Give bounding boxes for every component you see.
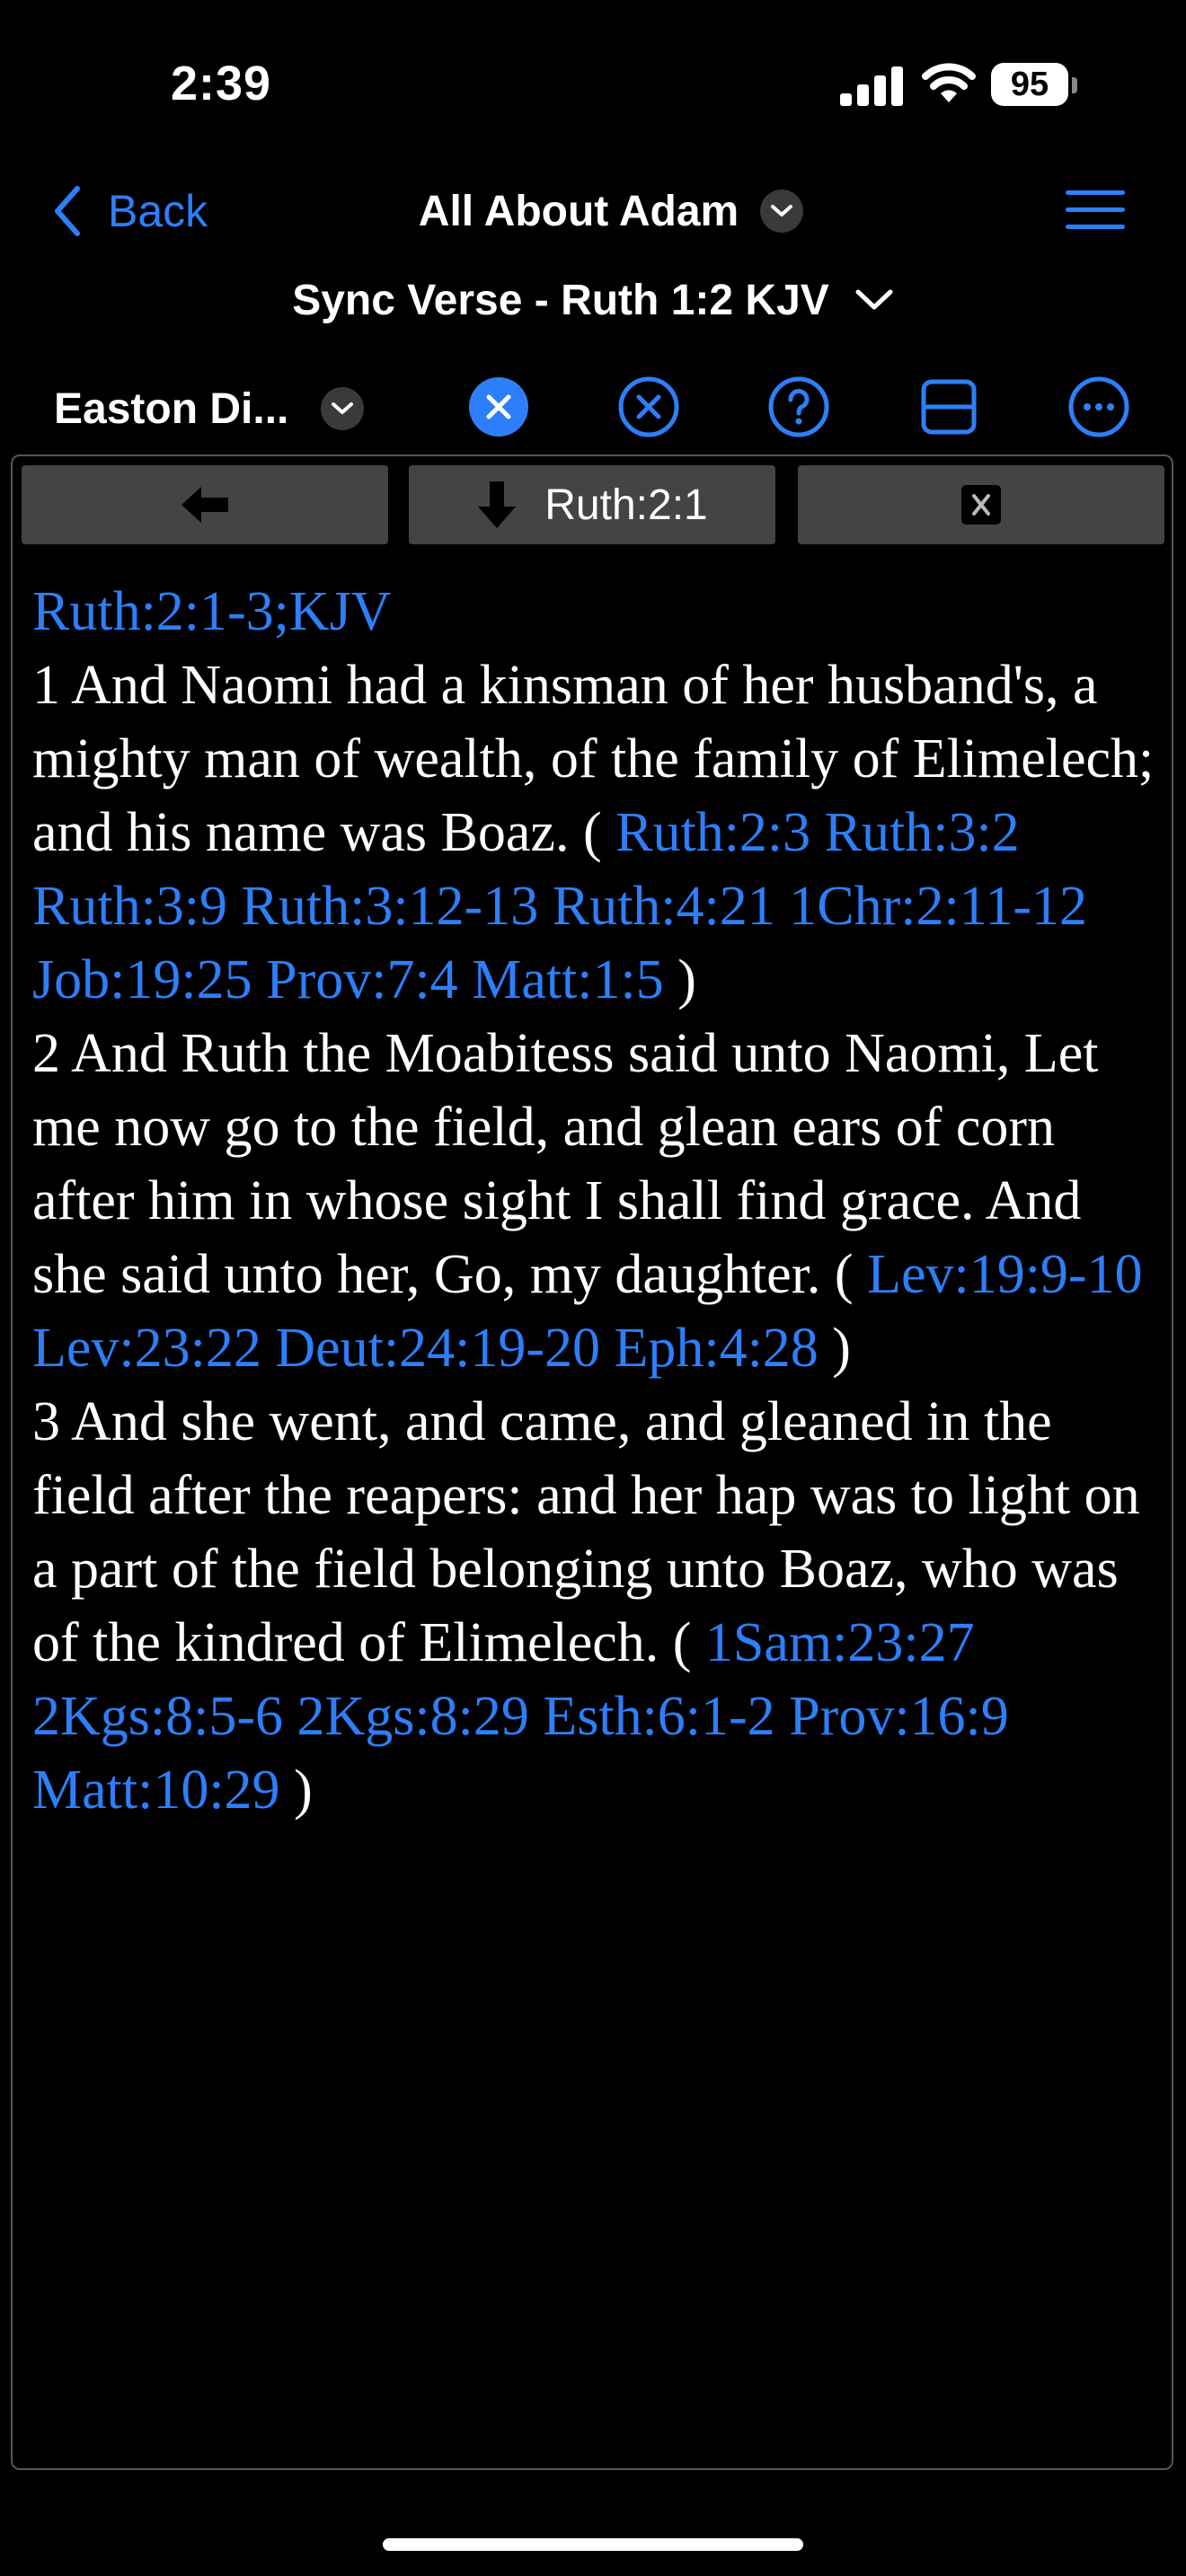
cross-reference-link[interactable]: Ruth:3:9 [32, 876, 228, 937]
verse-text: 3 And she went, and came, and gleaned in the field after the reapers: and her hap was to light on a part of the field belonging unto Boaz, who was of the kindred of Elimelech. [32, 1391, 1140, 1673]
cross-reference-link[interactable]: Ruth:3:12-13 [241, 876, 539, 937]
chevron-down-icon [321, 387, 364, 430]
verse-1: 1 And Naomi had a kinsman of her husband's, a mighty man of wealth, of the family of Elimelech; and his name was Boaz. ( Ruth:2:3 Ruth:3:2 Ruth:3:9 Ruth:3:12-13 Ruth:4:21 1Chr:2:11-12 Job:19:25 Prov:7:4 Matt:1:5 ) [32, 655, 1155, 1010]
verse-text: 2 And Ruth the Moabitess said unto Naomi, Let me now go to the field, and glean ears of corn after him in whose sight I shall find grace. And she said unto her, Go, my daughter. [32, 1023, 1099, 1305]
page-title: All About Adam [418, 187, 739, 235]
battery-level: 95 [991, 63, 1068, 106]
cross-reference-link[interactable]: Ruth:2:3 [615, 802, 811, 863]
menu-icon[interactable] [1066, 190, 1125, 230]
cross-reference-link[interactable]: 1Sam:23:27 [704, 1612, 975, 1673]
dictionary-label: Easton Di... [54, 384, 289, 433]
sync-verse-selector[interactable] [0, 269, 1186, 331]
cross-reference-link[interactable]: Deut:24:19-20 [275, 1318, 600, 1379]
status-time: 2:39 [171, 57, 272, 110]
cross-reference-link[interactable]: 1Chr:2:11-12 [789, 876, 1088, 937]
cross-reference-link[interactable]: Prov:16:9 [789, 1686, 1009, 1747]
chevron-down-icon [760, 190, 803, 233]
close-filled-icon[interactable] [467, 375, 530, 438]
cross-reference-link[interactable]: Eph:4:28 [614, 1318, 819, 1379]
more-options-icon[interactable] [1067, 375, 1130, 438]
cellular-signal-icon [840, 65, 903, 106]
wifi-icon [921, 61, 977, 106]
verse-3: 3 And she went, and came, and gleaned in the field after the reapers: and her hap was to light on a part of the field belonging unto Boaz, who was of the kindred of Elimelech. ( 1Sam:23:27 2Kgs:8:5-6 2Kgs:8:29 Esth:6:1-2 Prov:16:9 Matt:10:29 ) [32, 1391, 1140, 1821]
verse-2: 2 And Ruth the Moabitess said unto Naomi, Let me now go to the field, and glean ears of corn after him in whose sight I shall find grace. And she said unto her, Go, my daughter. ( Lev:19:9-10 Lev:23:22 Deut:24:19-20 Eph:4:28 ) [32, 1023, 1143, 1379]
cross-reference-link[interactable]: Lev:19:9-10 [867, 1244, 1143, 1305]
cross-reference-link[interactable]: Matt:1:5 [472, 949, 664, 1010]
title-selector[interactable] [0, 180, 1186, 243]
cross-reference-link[interactable]: 2Kgs:8:29 [296, 1686, 529, 1747]
close-circle-icon[interactable] [617, 375, 680, 438]
back-arrow-button[interactable] [22, 465, 388, 544]
back-label: Back [108, 186, 208, 236]
status-bar [0, 0, 1186, 171]
passage-heading-link[interactable]: Ruth:2:1-3;KJV [32, 581, 392, 642]
close-panel-button[interactable] [798, 465, 1164, 544]
verse-text: 1 And Naomi had a kinsman of her husband's, a mighty man of wealth, of the family of Elimelech; and his name was Boaz. [32, 655, 1155, 863]
cross-reference-link[interactable]: Ruth:4:21 [552, 876, 775, 937]
cross-reference-link[interactable]: Job:19:25 [32, 949, 252, 1010]
cross-reference-link[interactable]: Ruth:3:2 [824, 802, 1020, 863]
cross-reference-link[interactable]: Prov:7:4 [266, 949, 458, 1010]
cross-reference-link[interactable]: Esth:6:1-2 [543, 1686, 775, 1747]
split-view-icon[interactable] [917, 375, 980, 438]
cross-reference-link[interactable]: Lev:23:22 [32, 1318, 261, 1379]
cross-reference-link[interactable]: 2Kgs:8:5-6 [32, 1686, 283, 1747]
cross-reference-link[interactable]: Matt:10:29 [32, 1760, 280, 1821]
go-to-ref-button[interactable] [409, 465, 775, 544]
help-icon[interactable] [767, 375, 830, 438]
arrow-down-icon [476, 480, 518, 530]
dictionary-selector[interactable] [54, 368, 364, 449]
sync-verse-label: Sync Verse - Ruth 1:2 KJV [292, 276, 829, 324]
nav-ref-label: Ruth:2:1 [544, 481, 708, 529]
chevron-down-icon [854, 287, 894, 313]
scripture-text [32, 575, 1155, 1827]
home-indicator[interactable] [383, 2538, 803, 2551]
close-box-icon [961, 485, 1001, 525]
arrow-left-icon [180, 485, 230, 525]
battery-cap-icon [1072, 77, 1077, 93]
